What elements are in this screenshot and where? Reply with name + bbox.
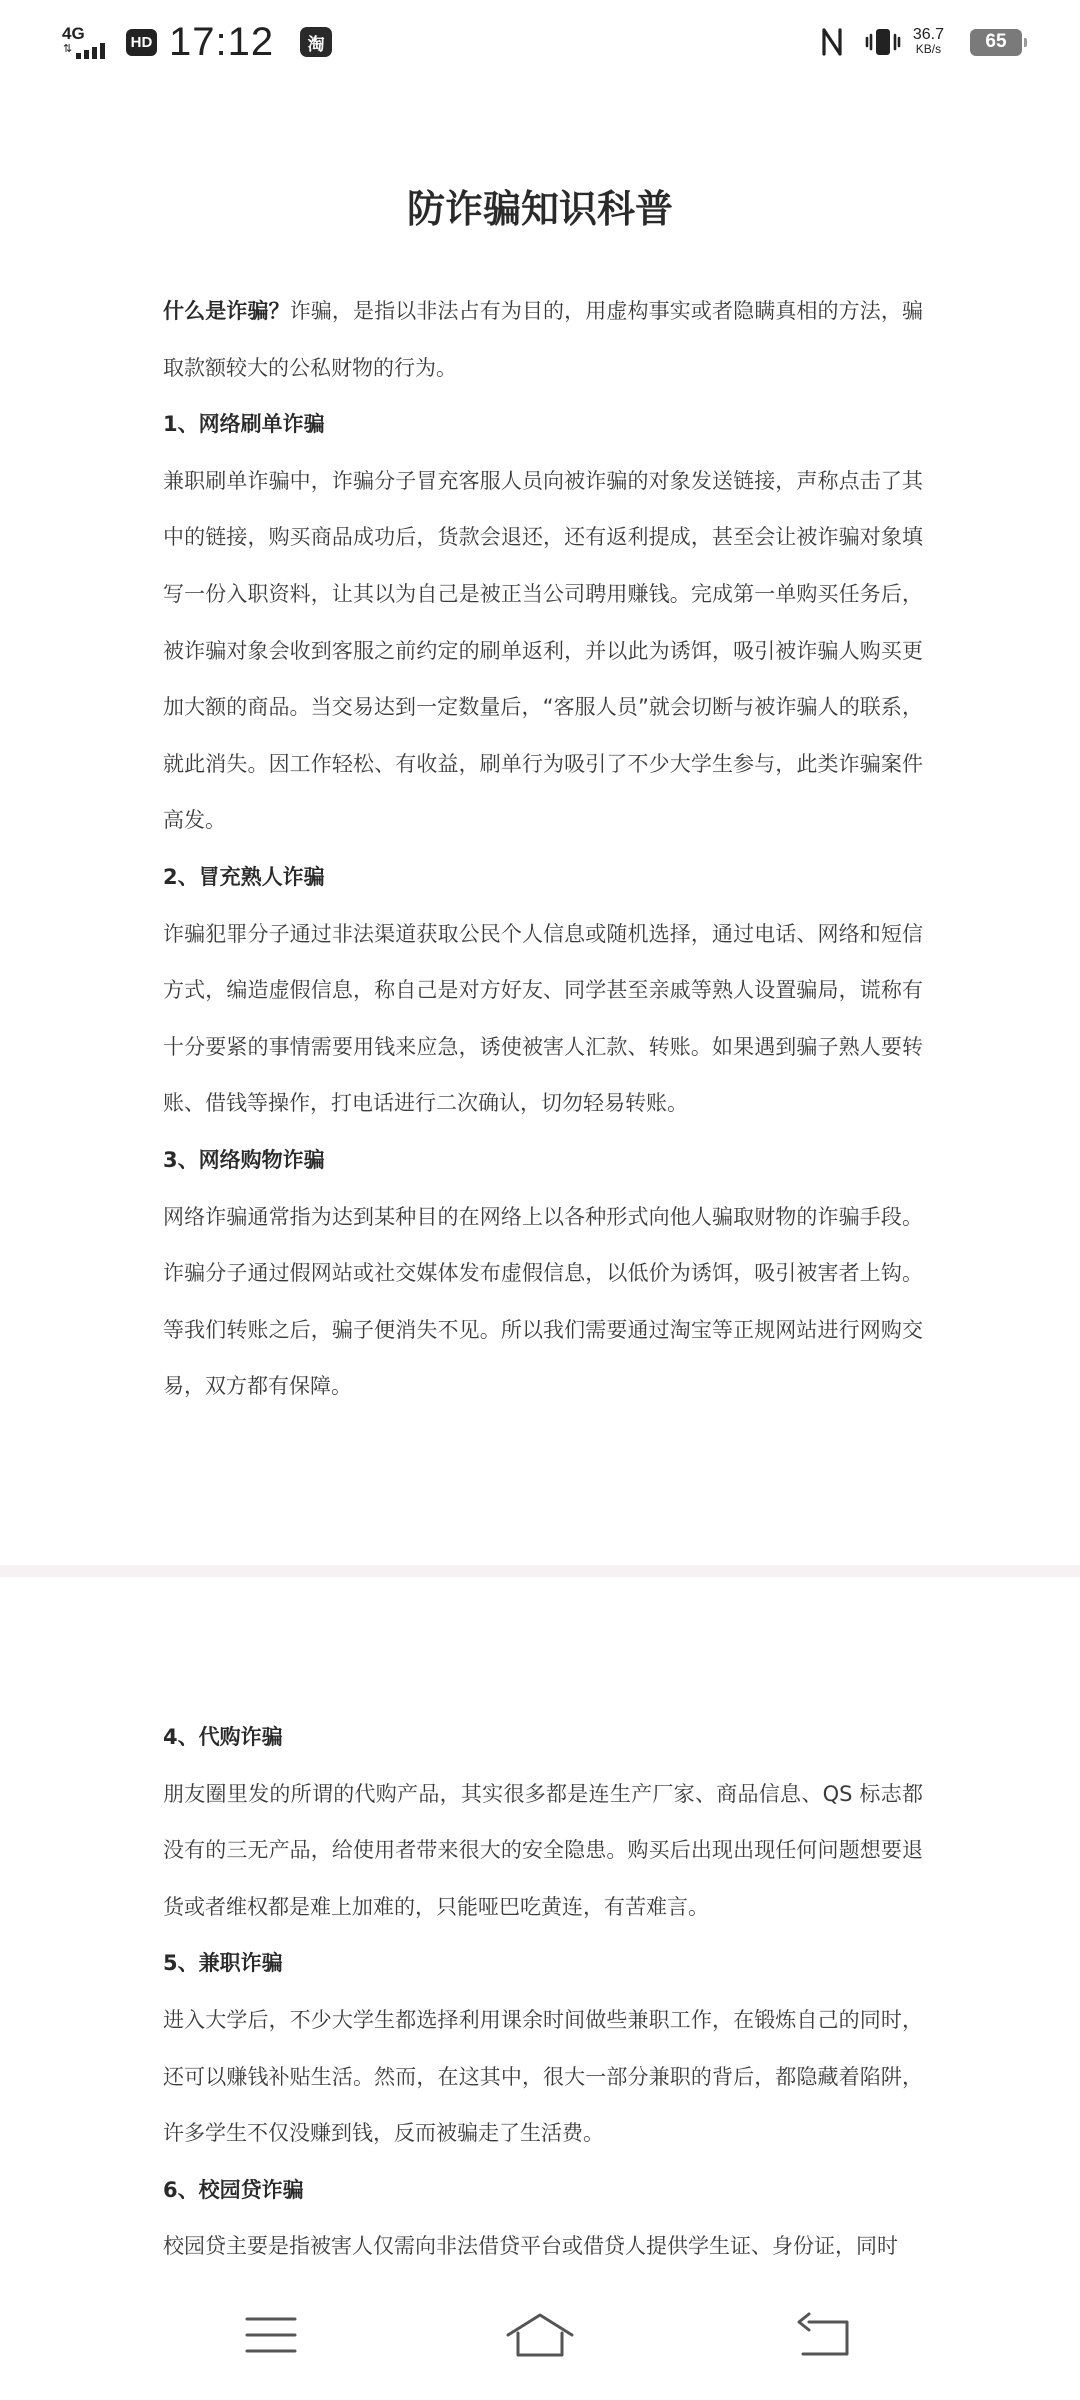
home-icon — [504, 2311, 576, 2359]
section-heading: 6、校园贷诈骗 — [163, 2177, 304, 2202]
section-body: 诈骗犯罪分子通过非法渠道获取公民个人信息或随机选择，通过电话、网络和短信方式，编造虚假信息，称自己是对方好友、同学甚至亲戚等熟人设置骗局，谎称有十分要紧的事情需要用钱来应急，诱使被害人汇款、转账。如果遇到骗子熟人要转账、借钱等操作，打电话进行二次确认，切勿轻易转账。 — [163, 921, 923, 1116]
back-icon — [795, 2312, 851, 2358]
intro-paragraph — [163, 283, 923, 396]
hd-badge: HD — [126, 29, 157, 56]
menu-button[interactable] — [216, 2290, 326, 2380]
section-body: 网络诈骗通常指为达到某种目的在网络上以各种形式向他人骗取财物的诈骗手段。诈骗分子通过假网站或社交媒体发布虚假信息，以低价为诱饵，吸引被害者上钩。等我们转账之后，骗子便消失不见。所以我们需要通过淘宝等正规网站进行网购交易，双方都有保障。 — [163, 1204, 923, 1399]
network-speed-value: 36.7 — [912, 26, 944, 43]
page-divider — [0, 1565, 1080, 1577]
section-body: 校园贷主要是指被害人仅需向非法借贷平台或借贷人提供学生证、身份证，同时 — [163, 2234, 898, 2259]
section-body: 兼职刷单诈骗中，诈骗分子冒充客服人员向被诈骗的对象发送链接，声称点击了其中的链接，购买商品成功后，货款会退还，还有返利提成，甚至会让被诈骗对象填写一份入职资料，让其以为自己是被正当公司聘用赚钱。完成第一单购买任务后，被诈骗对象会收到客服之前约定的刷单返利，并以此为诱饵，吸引被诈骗人购买更加大额的商品。当交易达到一定数量后，“客服人员”就会切断与被诈骗人的联系，就此消失。因工作轻松、有收益，刷单行为吸引了不少大学生参与，此类诈骗案件高发。 — [163, 468, 923, 833]
back-button[interactable] — [768, 2290, 878, 2380]
section-heading: 3、网络购物诈骗 — [163, 1147, 325, 1172]
section-heading: 1、网络刷单诈骗 — [163, 412, 325, 437]
battery-level: 65 — [985, 31, 1007, 52]
article-page-2 — [163, 1709, 923, 2275]
status-bar — [0, 0, 1080, 84]
status-bar-left — [62, 18, 332, 66]
section-body: 朋友圈里发的所谓的代购产品，其实很多都是连生产厂家、商品信息、QS 标志都没有的三无产品，给使用者带来很大的安全隐患。购买后出现出现任何问题想要退货或者维权都是难上加难的，只能哑巴吃黄连，有苦难言。 — [163, 1781, 923, 1919]
status-time: 17:12 — [169, 19, 275, 64]
vibrate-icon — [865, 26, 901, 58]
nfc-icon — [821, 26, 843, 58]
status-bar-right — [821, 18, 1022, 66]
section-heading: 5、兼职诈骗 — [163, 1951, 283, 1976]
battery-icon — [970, 29, 1022, 56]
network-speed-unit: KB/s — [915, 42, 942, 56]
section-body: 进入大学后，不少大学生都选择利用课余时间做些兼职工作，在锻炼自己的同时，还可以赚钱补贴生活。然而，在这其中，很大一部分兼职的背后，都隐藏着陷阱，许多学生不仅没赚到钱，反而被骗走了生活费。 — [163, 2007, 923, 2146]
signal-bars-icon — [74, 40, 112, 60]
intro-lead: 什么是诈骗？ — [163, 299, 290, 323]
menu-icon — [243, 2313, 299, 2357]
data-arrows-icon: ⇅ — [63, 42, 73, 55]
section-heading: 2、冒充熟人诈骗 — [163, 864, 325, 889]
network-type: 4G — [62, 24, 85, 43]
article-page-1 — [163, 283, 923, 1415]
home-button[interactable] — [485, 2290, 595, 2380]
navigation-bar — [0, 2290, 1080, 2400]
intro-text: 诈骗，是指以非法占有为目的，用虚构事实或者隐瞒真相的方法，骗取款额较大的公私财物的行为。 — [163, 299, 923, 380]
signal-icon — [62, 22, 112, 62]
page-title: 防诈骗知识科普 — [406, 187, 673, 231]
section-heading: 4、代购诈骗 — [163, 1725, 283, 1749]
taobao-notification-icon: 淘 — [300, 27, 332, 57]
network-speed — [913, 27, 944, 57]
battery-tip — [1024, 38, 1027, 47]
